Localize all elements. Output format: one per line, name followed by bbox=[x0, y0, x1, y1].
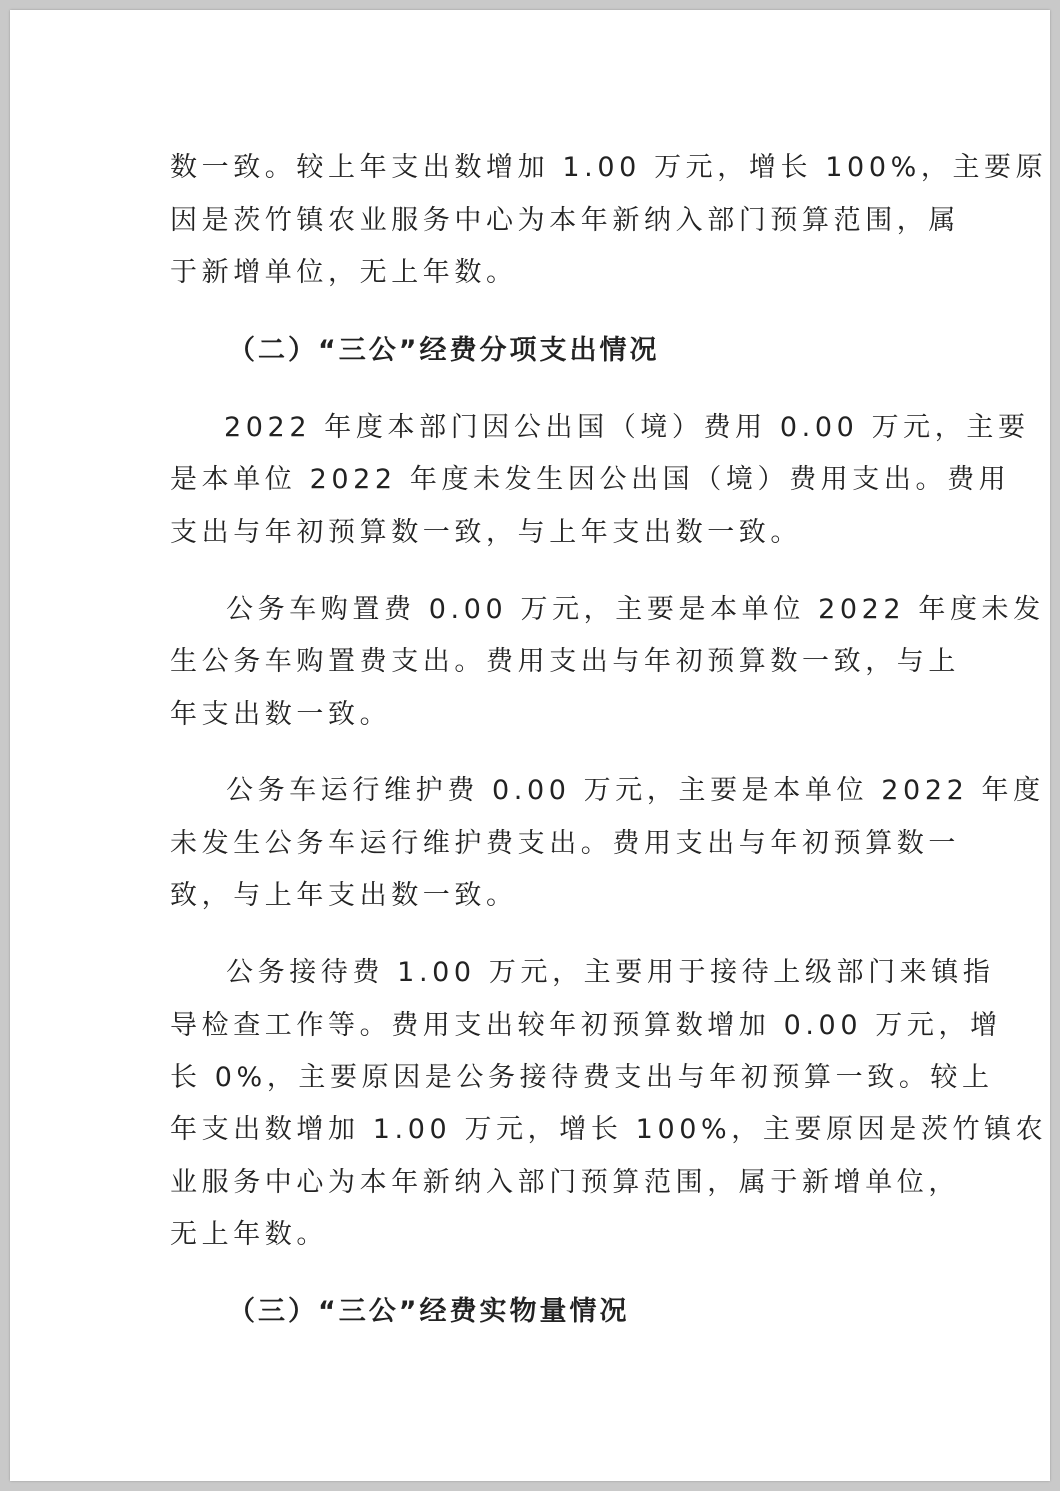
section-heading: （二）“三公”经费分项支出情况 bbox=[228, 335, 660, 366]
paragraph-line: 致，与上年支出数一致。 bbox=[170, 880, 518, 911]
paragraph-line: 无上年数。 bbox=[170, 1219, 328, 1250]
paragraph-line: 年支出数增加 1.00 万元，增长 100%，主要原因是茨竹镇农 bbox=[170, 1114, 1048, 1145]
paragraph-line: 年支出数一致。 bbox=[170, 699, 392, 730]
paragraph-line: 未发生公务车运行维护费支出。费用支出与年初预算数一 bbox=[170, 828, 960, 859]
paragraph-line: 公务车运行维护费 0.00 万元，主要是本单位 2022 年度 bbox=[226, 775, 1045, 806]
paragraph-line: 公务车购置费 0.00 万元，主要是本单位 2022 年度未发 bbox=[226, 594, 1045, 625]
paragraph-line: 导检查工作等。费用支出较年初预算数增加 0.00 万元，增 bbox=[170, 1010, 1002, 1041]
document-page bbox=[10, 10, 1050, 1481]
paragraph-line: 2022 年度本部门因公出国（境）费用 0.00 万元，主要 bbox=[224, 412, 1030, 443]
paragraph-line: 生公务车购置费支出。费用支出与年初预算数一致，与上 bbox=[170, 646, 960, 677]
paragraph-line: 长 0%，主要原因是公务接待费支出与年初预算一致。较上 bbox=[170, 1062, 994, 1093]
paragraph-line: 是本单位 2022 年度未发生因公出国（境）费用支出。费用 bbox=[170, 464, 1011, 495]
paragraph-line: 数一致。较上年支出数增加 1.00 万元，增长 100%，主要原 bbox=[170, 152, 1048, 183]
section-heading: （三）“三公”经费实物量情况 bbox=[228, 1296, 630, 1327]
paragraph-line: 于新增单位，无上年数。 bbox=[170, 257, 518, 288]
paragraph-line: 因是茨竹镇农业服务中心为本年新纳入部门预算范围，属 bbox=[170, 205, 960, 236]
paragraph-line: 支出与年初预算数一致，与上年支出数一致。 bbox=[170, 517, 802, 548]
paragraph-line: 业服务中心为本年新纳入部门预算范围，属于新增单位， bbox=[170, 1167, 960, 1198]
paragraph-line: 公务接待费 1.00 万元，主要用于接待上级部门来镇指 bbox=[226, 957, 995, 988]
